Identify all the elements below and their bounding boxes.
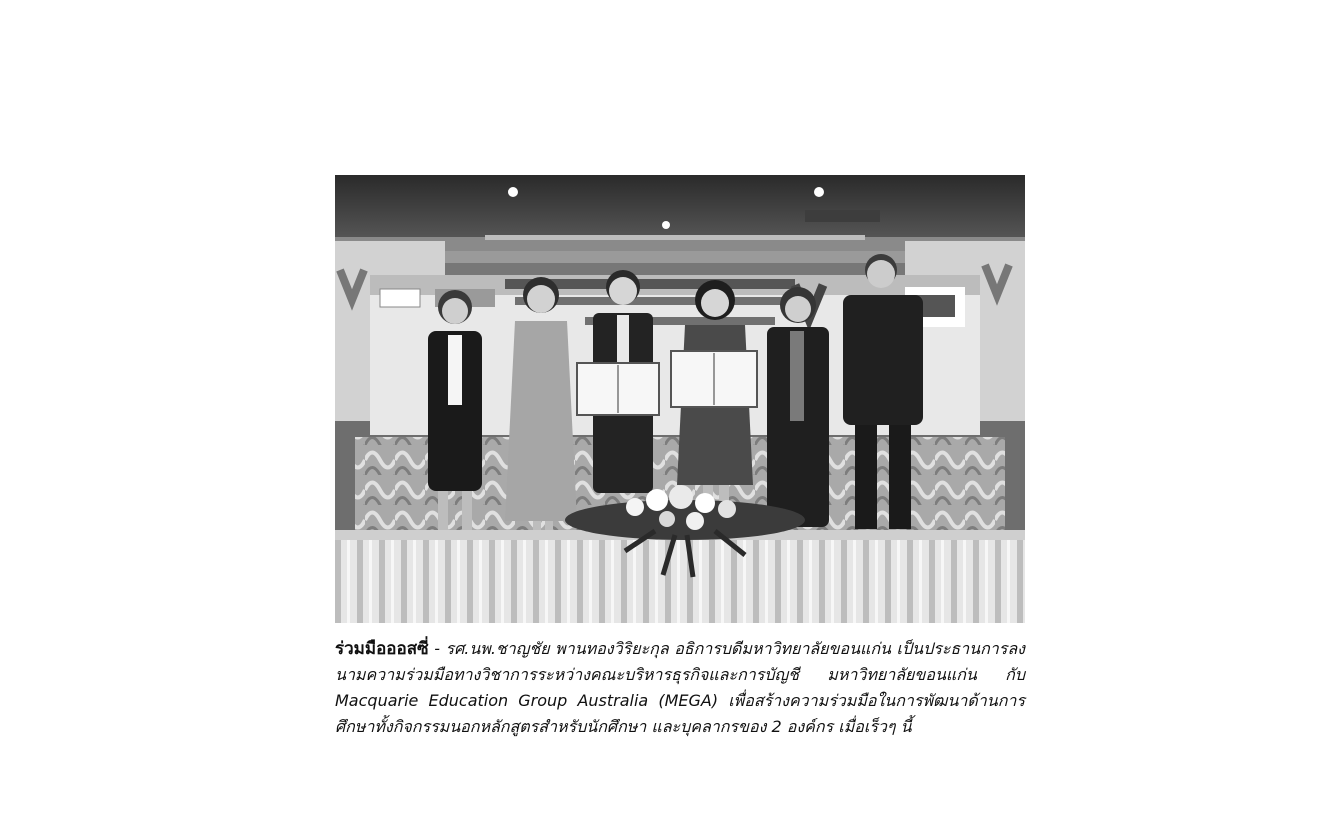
table-drape: [335, 535, 1025, 623]
caption-separator: -: [428, 639, 446, 658]
news-photo: [335, 175, 1025, 623]
photo-caption: [335, 636, 1025, 740]
caption-title: ร่วมมือออสซี่: [335, 639, 429, 659]
caption-body: รศ.นพ.ชาญชัย พานทองวิริยะกุล อธิการบดีมหาวิทยาลัยขอนแก่น เป็นประธานการลงนามความร่วมมือทางวิชาการระหว่างคณะบริหารธุรกิจและการบัญชี มหาวิทยาลัยขอนแก่น กับ Macquarie Education Group Australia (MEGA) เพื่อสร้างความร่วมมือในการพัฒนาด้านการศึกษาทั้งกิจกรรมนอกหลักสูตรสำหรับนักศึกษา และบุคลากรของ 2 องค์กร เมื่อเร็วๆ นี้: [335, 639, 1025, 736]
photo-illustration: [335, 175, 1025, 623]
ceiling: [335, 175, 1025, 245]
